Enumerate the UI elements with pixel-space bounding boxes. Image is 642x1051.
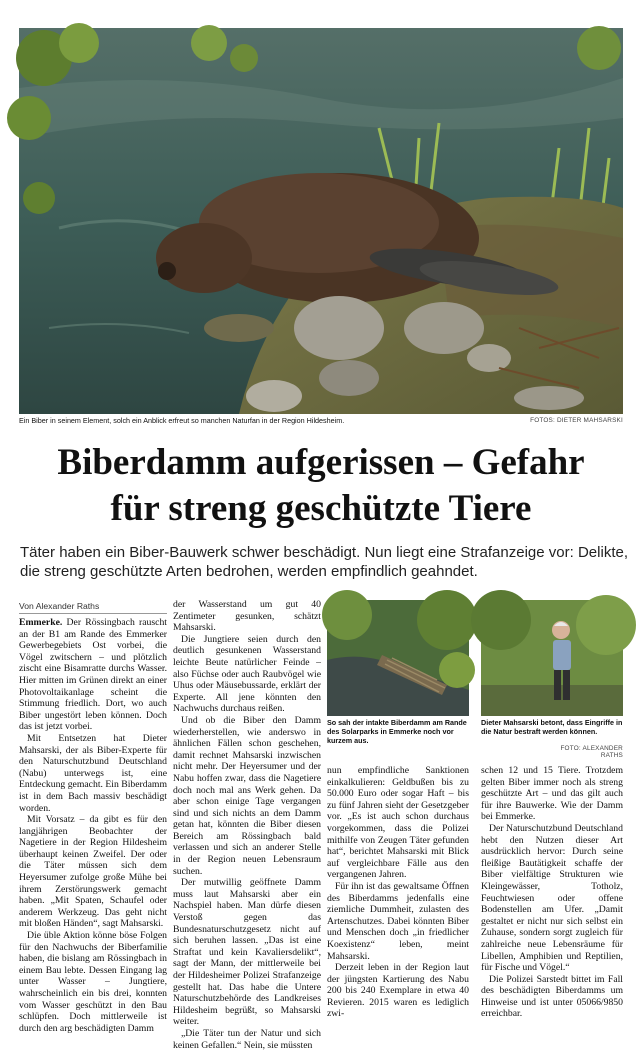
person-photo-credit: FOTO: ALEXANDER RATHS <box>560 745 623 759</box>
beaver-photo <box>19 28 623 414</box>
article-column-4 <box>481 765 623 1020</box>
col1-paragraph: Mit Vorsatz – da gibt es für den langjährigen Beobachter der Nagetiere in der Region Hildesheim überhaupt keinen Zweifel. Der oder die Täter müssen sich dem Heyersumer zufolge große Mühe bei ihrem Zerstörungswerk gemacht haben. „Mit Spaten, Schaufel oder anderem Werkzeug. Das geht nicht mit bloßen Händen“, sagt Mahsarski. <box>19 814 167 930</box>
main-photo-caption: Ein Biber in seinem Element, solch ein Anblick erfreut so manchen Naturfan in der Region Hildesheim. <box>19 416 345 425</box>
beaver-illustration <box>19 28 623 414</box>
author-line: Von Alexander Raths <box>19 601 100 611</box>
col2-paragraph: Und ob die Biber den Damm wiederherstellen, wie anderswo in ähnlichen Fällen schon geschehen, damit rechnet Mahsarski inzwischen nicht mehr. Der Heyersumer und der Nabu hoffen zwar, dass die Nagetiere doch noch mal ans Werk gehen. Da aber schon einige Tage vergangen sind und sich nichts an dem Damm getan hat, könnten die Biber diesen Bereich am Rössingbach bald verlassen und sich an anderer Stelle in der Region neuen Lebensraum suchen. <box>173 714 321 877</box>
person-photo <box>481 600 623 716</box>
col3-paragraph: nun empfindliche Sanktionen einkalkulieren: Geldbußen bis zu 50.000 Euro oder sogar Haft – bis zu fünf Jahren sieht der Gesetzgeber vor. „Es ist auch schon durchaus vorgekommen, dass die Polizei mithilfe von Zeugen Täter gefunden hat“, berichtet Mahsarski mit Blick auf vergleichbare Fälle aus den vergangenen Jahren. <box>327 765 469 881</box>
headline-line-2: für streng geschützte Tiere <box>110 488 532 529</box>
headline-line-1: Biberdamm aufgerissen – Gefahr <box>57 442 585 483</box>
col4-paragraph: Der Naturschutzbund Deutschland hebt den Nutzen dieser Art ausdrücklich hervor: Durch seine fleißige Bautätigkeit schaffe der Biber vielfältige Strukturen wie Kleingewässer, Totholz, Feuchtwiesen oder offene Bodenstellen am Ufer. „Damit gestaltet er nicht nur sich selbst ein Zuhause, sondern sorgt zugleich für zahlreiche neue Lebensräume für Libellen, Amphibien und Reptilien, für Fische und Vögel.“ <box>481 822 623 974</box>
person-photo-caption: Dieter Mahsarski betont, dass Eingriffe in die Natur bestraft werden können. <box>481 718 623 736</box>
col4-paragraph: Die Polizei Sarstedt bittet im Fall des beschädigten Biberdamms um Hinweise und ist unter 05066/9850 erreichbar. <box>481 973 623 1020</box>
col4-paragraph: schen 12 und 15 Tiere. Trotzdem gelten Biber immer noch als streng geschützte Art – und das gilt auch für ihre Bauwerke. Wie der Damm bei Emmerke. <box>481 765 623 823</box>
col3-paragraph: Derzeit leben in der Region laut der jüngsten Kartierung des Nabu 200 bis 240 Exemplare in etwa 40 Revieren. 2015 waren es lediglich zwi- <box>327 962 469 1020</box>
col2-paragraph: „Die Täter tun der Natur und sich keinen Gefallen.“ Nein, sie müssten <box>173 1027 321 1051</box>
article-column-3 <box>327 765 469 1020</box>
dateline: Emmerke. <box>19 617 63 628</box>
dam-photo <box>327 600 469 716</box>
person-illustration <box>481 600 623 716</box>
dam-illustration <box>327 600 469 716</box>
col2-paragraph: Die Jungtiere seien durch den deutlich gesunkenen Wasserstand leichte Beute natürlicher Feinde – also Füchse oder auch Raubvögel wie Uhus oder Mäusebussarde, erklärt der Experte. All jene könnten den Nachwuchs durchaus reißen. <box>173 633 321 715</box>
article-column-1 <box>19 617 168 1034</box>
col1-paragraph: Der Rössingbach rauscht an der B1 am Rande des Emmerker Gewerbegebiets Ost vorbei, die Vögel zwitschern – und plötzlich zischt eine Bisamratte durchs Wasser. Hier mitten im Grünen direkt an einer Photovoltaikanlage scheint die Stimmung friedlich. Dort, wo auch Biber ungestört leben können. Doch das ist jetzt vorbei. <box>19 617 168 733</box>
col1-paragraph: Die üble Aktion könne böse Folgen für den Nachwuchs der Biberfamilie haben, die bislang am Rössingbach in einem Bau lebte. Dessen Eingang lag unter Wasser – Jungtiere, wahrscheinlich ein bis drei, konnten vom Wasser geschützt in den Bau schlüpfen. Doch mittlerweile ist durch den arg beschädigten Damm <box>19 930 167 1034</box>
col2-paragraph: Der mutwillig geöffnete Damm muss laut Mahsarski aber ein Nachspiel haben. Man dürfe diesen Verstoß gegen das Bundesnaturschutzgesetz nicht auf sich beruhen lassen. „Das ist eine Straftat und kein Kavaliersdelikt“, sagt der Mann, der mittlerweile bei der Hildesheimer Polizei Strafanzeige gestellt hat. Das habe die Untere Naturschutzbehörde des Landkreises Hildesheim begrüßt, so Mahsarski weiter. <box>173 877 321 1028</box>
subheadline: Täter haben ein Biber-Bauwerk schwer beschädigt. Nun liegt eine Strafanzeige vor: Delikte, die streng geschützte Arten bedrohen, werden empfindlich geahndet. <box>20 544 628 580</box>
col2-paragraph: der Wasserstand um gut 40 Zentimeter gesunken, schätzt Mahsarski. <box>173 599 321 634</box>
article-column-2 <box>173 599 321 1051</box>
author-rule <box>19 613 167 614</box>
col1-paragraph: Mit Entsetzen hat Dieter Mahsarski, der als Biber-Experte für den Naturschutzbund Deutschland (Nabu) unterwegs ist, eine Entdeckung gemacht. Ein Biberdamm ist in dem Bach massiv beschädigt worden. <box>19 732 167 814</box>
dam-photo-caption: So sah der intakte Biberdamm am Rande des Solarparks in Emmerke noch vor kurzem aus. <box>327 718 467 745</box>
col3-paragraph: Für ihn ist das gewaltsame Öffnen des Biberdamms jedenfalls eine ziemliche Dummheit, zulasten des Artenschutzes. Dabei könnten Biber und Menschen doch „in friedlicher Koexistenz“ leben, meint Mahsarski. <box>327 880 469 962</box>
main-photo-credit: FOTOS: DIETER MAHSARSKI <box>530 417 623 424</box>
